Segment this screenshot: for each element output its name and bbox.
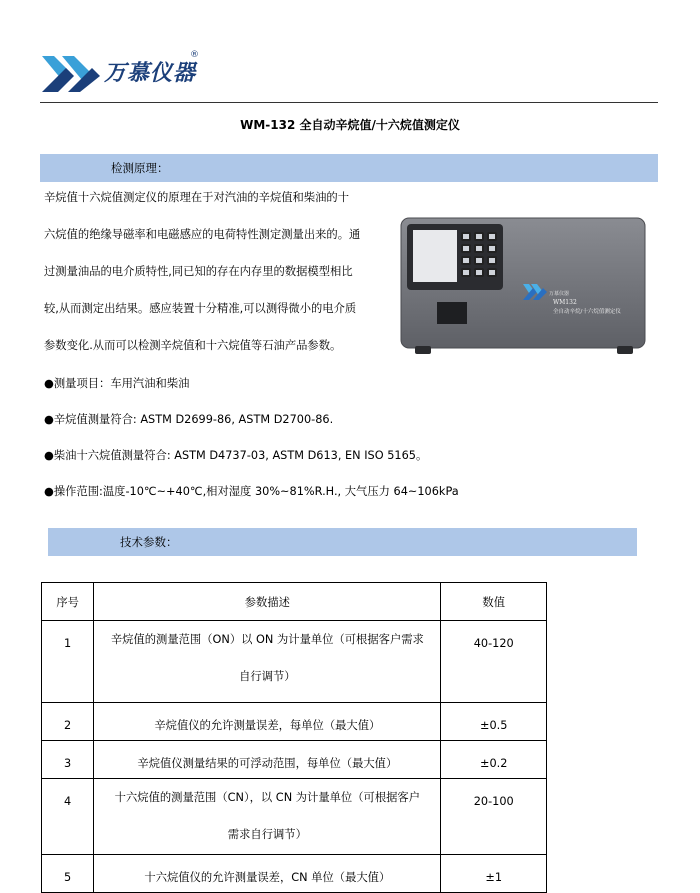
description-line: 十六烷值的测量范围（CN），以 CN 为计量单位（可根据客户 [114,791,421,804]
bullet-item: ●柴油十六烷值测量符合: ASTM D4737-03, ASTM D613, EN ISO 5165。 [44,449,428,462]
row-description [94,621,441,703]
row-value: ±0.5 [441,703,547,741]
bullet-item: ●辛烷值测量符合: ASTM D2699-86, ASTM D2700-86. [44,413,334,426]
column-header: 数值 [441,583,547,621]
principle-line: 过测量油品的电介质特性,同已知的存在内存里的数据模型相比 [44,265,353,278]
table-row [42,741,547,779]
principle-line: 参数变化.从而可以检测辛烷值和十六烷值等石油产品参数。 [44,339,342,352]
principle-line: 较,从而测定出结果。感应装置十分精准,可以测得微小的电介质 [44,302,357,315]
row-number: 5 [42,855,94,893]
document-title: WM-132 全自动辛烷值/十六烷值测定仪 [240,118,460,132]
row-number: 3 [42,741,94,779]
row-number: 4 [42,779,94,855]
specs-heading: 技术参数： [120,535,178,549]
principle-heading: 检测原理： [111,161,169,175]
bullet-item: ●测量项目：车用汽油和柴油 [44,377,190,390]
table-header-row [42,583,547,621]
device-model-label: WM132 [553,299,577,306]
row-number: 2 [42,703,94,741]
device-brand-label: 万慕仪器 [549,291,570,297]
principle-section-bar [40,154,658,182]
brand-logo-icon [40,50,102,96]
description-line: 需求自行调节） [227,828,307,841]
description-line: 辛烷值的测量范围（ON）以 ON 为计量单位（可根据客户需求 [110,633,424,646]
specs-section-bar [48,528,637,556]
description-line: 自行调节） [239,670,296,683]
principle-line: 六烷值的绝缘导磁率和电磁感应的电荷特性测定测量出来的。通 [44,228,361,241]
device-name-label: 全自动辛烷/十六烷值测定仪 [553,309,621,315]
brand-name: 万慕仪器 [104,61,197,86]
row-value: ±0.2 [441,741,547,779]
row-value: 20-100 [441,779,547,855]
row-description: 辛烷值仪测量结果的可浮动范围，每单位（最大值） [94,741,441,779]
bullet-item: ●操作范围:温度-10℃~+40℃,相对湿度 30%~81%R.H., 大气压力 64~106kPa [44,485,459,498]
row-value: ±1 [441,855,547,893]
table-row [42,621,547,703]
principle-line: 辛烷值十六烷值测定仪的原理在于对汽油的辛烷值和柴油的十 [44,191,350,204]
row-description: 辛烷值仪的允许测量误差，每单位（最大值） [94,703,441,741]
column-header: 参数描述 [94,583,441,621]
row-number: 1 [42,621,94,703]
analyzer-device-image [397,212,652,360]
column-header: 序号 [42,583,94,621]
header-divider [40,102,658,103]
table-row [42,855,547,893]
specs-table [41,582,547,893]
row-value: 40-120 [441,621,547,703]
row-description: 十六烷值仪的允许测量误差，CN 单位（最大值） [94,855,441,893]
table-row [42,779,547,855]
row-description [94,779,441,855]
page-header [40,50,660,102]
table-row [42,703,547,741]
registered-mark: ® [190,50,199,60]
